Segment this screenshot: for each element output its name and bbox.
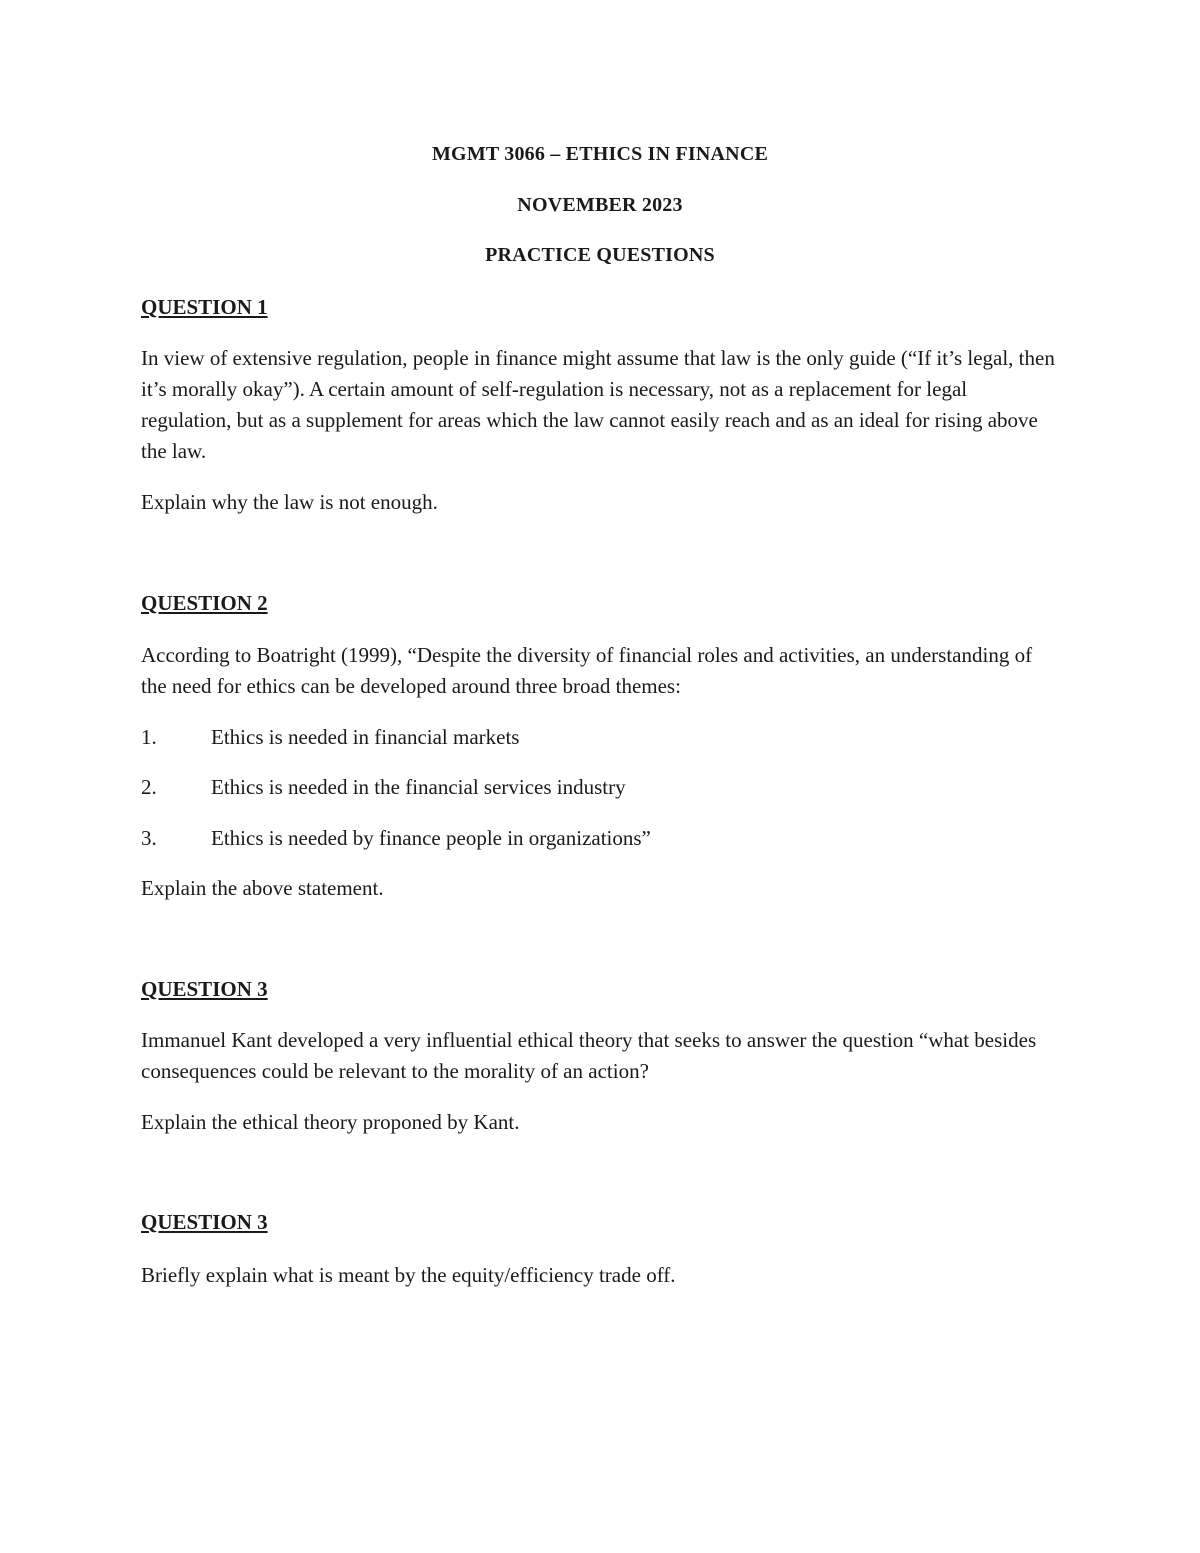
question-4-instruction: Briefly explain what is meant by the equity/efficiency trade off.: [141, 1263, 676, 1287]
list-item-text: Ethics is needed in financial markets: [211, 725, 520, 749]
list-item: [141, 823, 1061, 854]
question-3-title: QUESTION 3: [141, 977, 268, 1001]
document-subtitle: PRACTICE QUESTIONS: [485, 244, 715, 266]
question-2-instruction: Explain the above statement.: [141, 876, 384, 900]
question-3-prompt: Immanuel Kant developed a very influential ethical theory that seeks to answer the question “what besides consequences could be relevant to the morality of an action?: [141, 1028, 1037, 1083]
question-1-title: QUESTION 1: [141, 295, 268, 319]
question-2-title: QUESTION 2: [141, 591, 268, 615]
question-1-instruction: Explain why the law is not enough.: [141, 490, 438, 514]
list-item-number: 1.: [141, 725, 157, 749]
list-item: [141, 772, 1061, 803]
question-3-instruction: Explain the ethical theory proponed by Kant.: [141, 1110, 520, 1134]
list-item-text: Ethics is needed by finance people in organizations”: [211, 826, 651, 850]
question-1-prompt: In view of extensive regulation, people in finance might assume that law is the only guide (“If it’s legal, then it’s morally okay”). A certain amount of self-regulation is necessary, not as a replacement for legal regulation, but as a supplement for areas which the law cannot easily reach and as an ideal for rising above the law.: [141, 346, 1055, 463]
question-4-title: QUESTION 3: [141, 1210, 268, 1234]
course-title: MGMT 3066 – ETHICS IN FINANCE: [431, 143, 768, 165]
exam-date: NOVEMBER 2023: [517, 194, 683, 216]
question-2-intro: According to Boatright (1999), “Despite the diversity of financial roles and activities, an understanding of the need for ethics can be developed around three broad themes:: [141, 643, 1033, 698]
list-item-number: 3.: [141, 826, 157, 850]
list-item: [141, 722, 1061, 753]
list-item-number: 2.: [141, 775, 157, 799]
list-item-text: Ethics is needed in the financial services industry: [211, 775, 626, 799]
